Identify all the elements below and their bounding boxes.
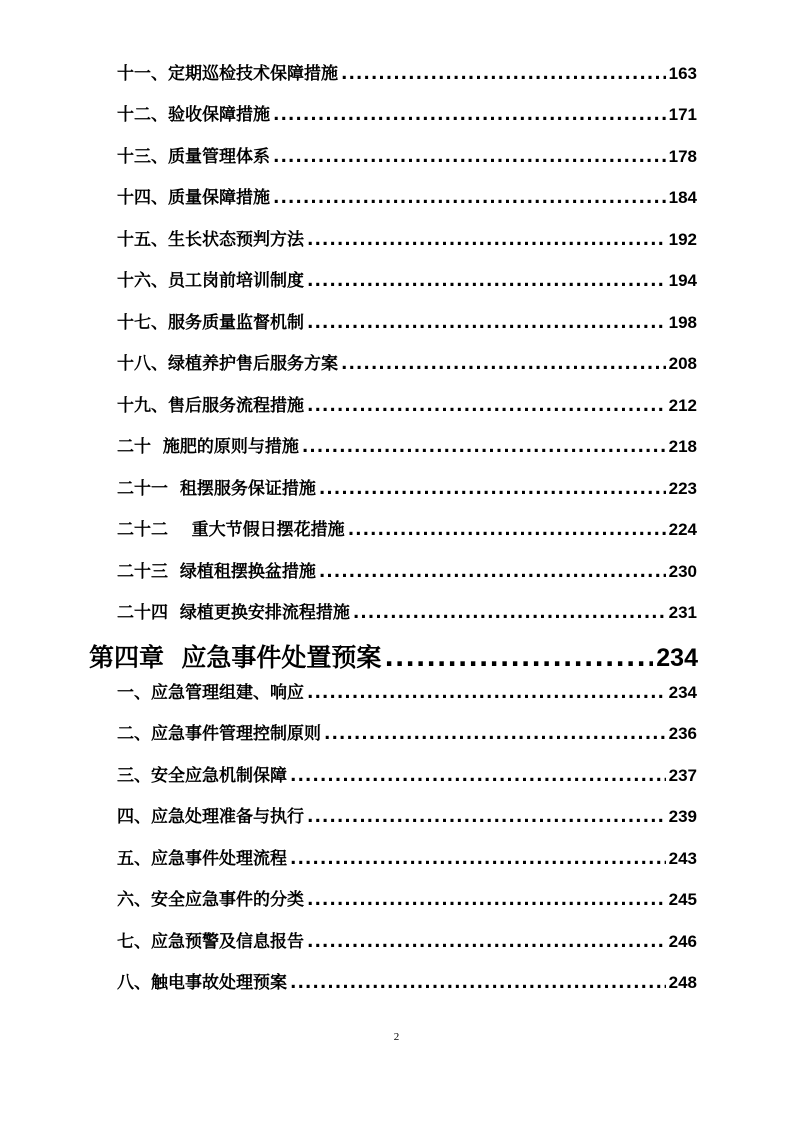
toc-entry-page: 163 bbox=[668, 64, 697, 83]
toc-leader-dots bbox=[307, 683, 666, 703]
toc-entry-page: 246 bbox=[668, 932, 697, 951]
toc-leader-dots bbox=[384, 643, 653, 672]
toc-leader-dots bbox=[273, 188, 666, 208]
toc-leader-dots bbox=[341, 354, 666, 374]
toc-leader-dots bbox=[273, 147, 666, 167]
toc-leader-dots bbox=[273, 105, 666, 125]
toc-entry-title: 十一、定期巡检技术保障措施 bbox=[117, 64, 338, 84]
toc-entry[interactable] bbox=[117, 802, 697, 832]
toc-entry[interactable] bbox=[117, 557, 697, 587]
toc-entry[interactable] bbox=[117, 515, 697, 545]
toc-entry-page: 224 bbox=[668, 520, 697, 539]
toc-leader-dots bbox=[319, 562, 666, 582]
toc-entry-page: 248 bbox=[668, 973, 697, 992]
toc-entry-title: 十六、员工岗前培训制度 bbox=[117, 271, 304, 291]
toc-entry[interactable] bbox=[117, 719, 697, 749]
toc-entry-title: 十三、质量管理体系 bbox=[117, 147, 270, 167]
toc-entry-title: 一、应急管理组建、响应 bbox=[117, 683, 304, 703]
toc-entry[interactable] bbox=[117, 349, 697, 379]
toc-entry-title: 八、触电事故处理预案 bbox=[117, 973, 287, 993]
toc-entry-page: 178 bbox=[668, 147, 697, 166]
toc-entry-page: 198 bbox=[668, 313, 697, 332]
toc-entry-title: 十二、验收保障措施 bbox=[117, 105, 270, 125]
toc-entry-page: 218 bbox=[668, 437, 697, 456]
toc-chapter-title: 第四章 应急事件处置预案 bbox=[89, 643, 382, 672]
toc-entry[interactable] bbox=[117, 598, 697, 628]
toc-entry[interactable] bbox=[117, 844, 697, 874]
toc-entry-page: 223 bbox=[668, 479, 697, 498]
toc-entry-title: 十九、售后服务流程措施 bbox=[117, 396, 304, 416]
toc-entry-title: 十四、质量保障措施 bbox=[117, 188, 270, 208]
toc-entry-page: 192 bbox=[668, 230, 697, 249]
toc-entry-title: 十五、生长状态预判方法 bbox=[117, 230, 304, 250]
toc-leader-dots bbox=[290, 766, 666, 786]
toc-entry[interactable] bbox=[117, 474, 697, 504]
toc-entry[interactable] bbox=[117, 308, 697, 338]
toc-entry-page: 234 bbox=[668, 683, 697, 702]
toc-entry-title: 十七、服务质量监督机制 bbox=[117, 313, 304, 333]
toc-entry[interactable] bbox=[117, 266, 697, 296]
toc-leader-dots bbox=[307, 230, 666, 250]
toc-entry[interactable] bbox=[117, 100, 697, 130]
toc-entry-title: 二十四 绿植更换安排流程措施 bbox=[117, 603, 350, 623]
toc-leader-dots bbox=[307, 890, 666, 910]
toc-entry-page: 243 bbox=[668, 849, 697, 868]
toc-leader-dots bbox=[307, 932, 666, 952]
toc-entry-title: 十八、绿植养护售后服务方案 bbox=[117, 354, 338, 374]
toc-entry-title: 七、应急预警及信息报告 bbox=[117, 932, 304, 952]
toc-entry-title: 二十 施肥的原则与措施 bbox=[117, 437, 299, 457]
toc-leader-dots bbox=[307, 807, 666, 827]
toc-entry-title: 三、安全应急机制保障 bbox=[117, 766, 287, 786]
toc-chapter-entry[interactable] bbox=[89, 638, 698, 678]
toc-leader-dots bbox=[307, 396, 666, 416]
toc-entry[interactable] bbox=[117, 432, 697, 462]
toc-entry-page: 245 bbox=[668, 890, 697, 909]
toc-entry-title: 二十三 绿植租摆换盆措施 bbox=[117, 562, 316, 582]
toc-leader-dots bbox=[348, 520, 666, 540]
toc-chapter-page: 234 bbox=[656, 644, 698, 672]
toc-entry-title: 六、安全应急事件的分类 bbox=[117, 890, 304, 910]
toc-entry[interactable] bbox=[117, 927, 697, 957]
toc-entry-page: 212 bbox=[668, 396, 697, 415]
toc-entry-page: 208 bbox=[668, 354, 697, 373]
toc-entry-page: 171 bbox=[668, 105, 697, 124]
toc-leader-dots bbox=[290, 849, 666, 869]
toc-entry[interactable] bbox=[117, 968, 697, 998]
toc-leader-dots bbox=[319, 479, 666, 499]
toc-entry[interactable] bbox=[117, 761, 697, 791]
page-number: 2 bbox=[393, 1031, 400, 1043]
toc-entry-title: 二十一 租摆服务保证措施 bbox=[117, 479, 316, 499]
toc-entry[interactable] bbox=[117, 142, 697, 172]
toc-entry-page: 230 bbox=[668, 562, 697, 581]
toc-leader-dots bbox=[341, 64, 666, 84]
toc-entry[interactable] bbox=[117, 59, 697, 89]
toc-entry[interactable] bbox=[117, 391, 697, 421]
toc-entry-title: 二、应急事件管理控制原则 bbox=[117, 724, 321, 744]
toc-entry-title: 二十二 重大节假日摆花措施 bbox=[117, 520, 345, 540]
toc-entry-page: 236 bbox=[668, 724, 697, 743]
toc-entry-title: 五、应急事件处理流程 bbox=[117, 849, 287, 869]
toc-entry-title: 四、应急处理准备与执行 bbox=[117, 807, 304, 827]
toc-leader-dots bbox=[302, 437, 666, 457]
toc-entry-page: 184 bbox=[668, 188, 697, 207]
toc-leader-dots bbox=[353, 603, 666, 623]
toc-entry[interactable] bbox=[117, 183, 697, 213]
toc-leader-dots bbox=[307, 313, 666, 333]
toc-entry[interactable] bbox=[117, 885, 697, 915]
toc-leader-dots bbox=[324, 724, 666, 744]
toc-entry-page: 194 bbox=[668, 271, 697, 290]
toc-entry-page: 231 bbox=[668, 603, 697, 622]
toc-leader-dots bbox=[307, 271, 666, 291]
toc-entry[interactable] bbox=[117, 678, 697, 708]
toc-entry[interactable] bbox=[117, 225, 697, 255]
toc-leader-dots bbox=[290, 973, 666, 993]
toc-entry-page: 237 bbox=[668, 766, 697, 785]
toc-entry-page: 239 bbox=[668, 807, 697, 826]
